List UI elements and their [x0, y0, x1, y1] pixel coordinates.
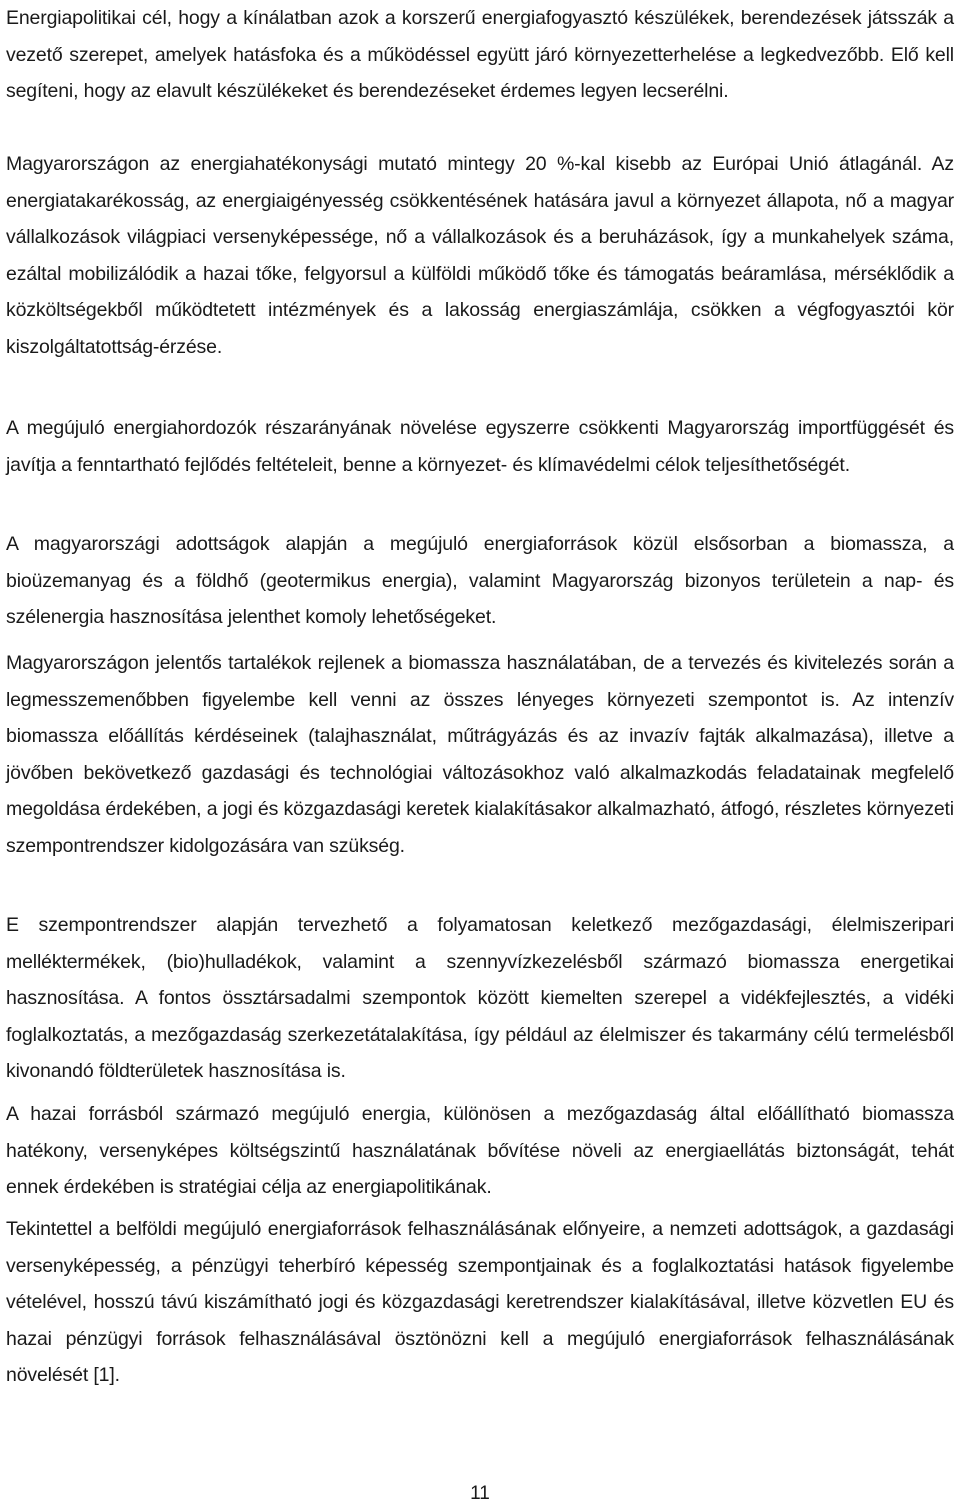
- page-number: 11: [470, 1483, 490, 1504]
- paragraph-incentives: Tekintettel a belföldi megújuló energiaforrások felhasználásának előnyeire, a nemzeti adottságok, a gazdasági versenyképesség, a pénzügyi teherbíró képesség szempontjainak és a foglalkoztatási hatások figyelembe vételével, hosszú távú kiszámítható jogi és közgazdasági keretrendszer kialakításával, illetve közvetlen EU és hazai pénzügyi források felhasználásával ösztönözni kell a megújuló energiaforrások felhasználásának növelését [1].: [6, 1218, 954, 1387]
- paragraph-hungarian-resources: A magyarországi adottságok alapján a megújuló energiaforrások közül elsősorban a biomassza, a bioüzemanyag és a földhő (geotermikus energia), valamint Magyarország bizonyos területein a nap- és szélenergia hasznosítása jelenthet komoly lehetőségeket.: [6, 533, 954, 629]
- paragraph-criteria-system: E szempontrendszer alapján tervezhető a folyamatosan keletkező mezőgazdasági, élelmiszeripari melléktermékek, (bio)hulladékok, valamint a szennyvízkezelésből származó biomassza energetikai hasznosítása. A fontos össztársadalmi szempontok között kiemelten szerepel a vidékfejlesztés, a vidéki foglalkoztatás, a mezőgazdaság szerkezetátalakítása, így például az élelmiszer és takarmány célú termelésből kivonandó földterületek hasznosítása is.: [6, 914, 954, 1083]
- paragraph-domestic-energy: A hazai forrásból származó megújuló energia, különösen a mezőgazdaság által előállítható biomassza hatékony, versenyképes költségszintű használatának bővítése növeli az energiaellátás biztonságát, tehát ennek érdekében is stratégiai célja az energiapolitikának.: [6, 1103, 954, 1199]
- paragraph-energy-efficiency: Magyarországon az energiahatékonysági mutató mintegy 20 %-kal kisebb az Európai Unió átlagánál. Az energiatakarékosság, az energiaigényesség csökkentésének hatására javul a környezet állapota, nő a magyar vállalkozások világpiaci versenyképessége, nő a vállalkozások és a beruházások, így a munkahelyek száma, ezáltal mobilizálódik a hazai tőke, felgyorsul a külföldi működő tőke és támogatás beáramlása, mérséklődik a közköltségekből működtetett intézmények és a lakosság energiaszámlája, csökken a végfogyasztói kör kiszolgáltatottság-érzése.: [6, 153, 954, 358]
- paragraph-biomass-reserves: Magyarországon jelentős tartalékok rejlenek a biomassza használatában, de a tervezés és kivitelezés során a legmesszemenőbben figyelembe kell venni az összes lényeges környezeti szempontot is. Az intenzív biomassza előállítás kérdéseinek (talajhasználat, műtrágyázás és az invazív fajták alkalmazása), illetve a jövőben bekövetkező gazdasági és technológiai változásokhoz való alkalmazkodás feladatainak megfelelő megoldása érdekében, a jogi és közgazdasági keretek kialakításakor alkalmazható, átfogó, részletes környezeti szempontrendszer kidolgozására van szükség.: [6, 652, 954, 857]
- paragraph-energy-policy-goal: Energiapolitikai cél, hogy a kínálatban azok a korszerű energiafogyasztó készülékek, berendezések játsszák a vezető szerepet, amelyek hatásfoka és a működéssel együtt járó környezetterhelése a legkedvezőbb. Elő kell segíteni, hogy az elavult készülékeket és berendezéseket érdemes legyen lecserélni.: [6, 7, 954, 103]
- paragraph-renewable-share: A megújuló energiahordozók részarányának növelése egyszerre csökkenti Magyarország importfüggését és javítja a fenntartható fejlődés feltételeit, benne a környezet- és klímavédelmi célok teljesíthetőségét.: [6, 417, 954, 476]
